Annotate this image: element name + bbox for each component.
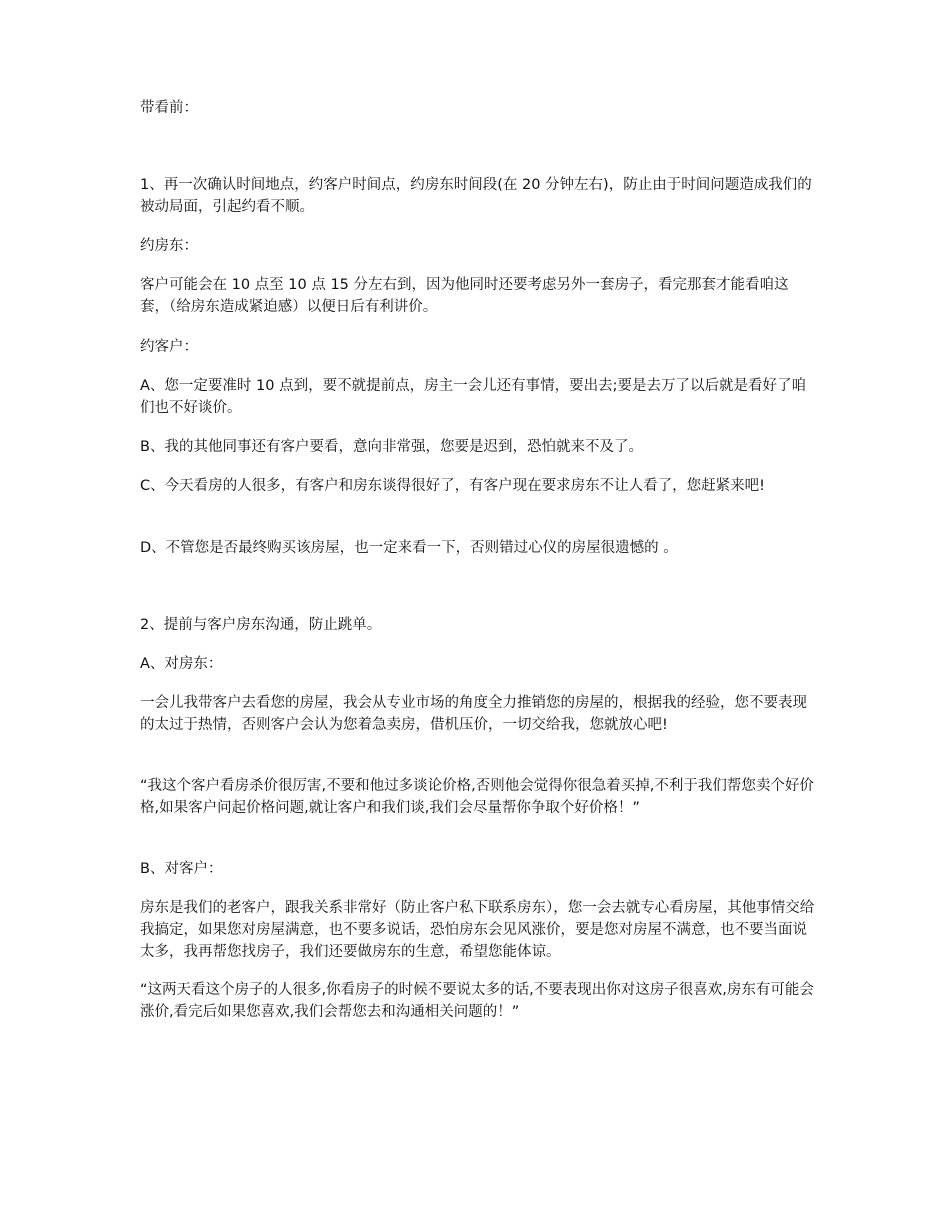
section-2-client-text: 房东是我们的老客户，跟我关系非常好（防止客户私下联系房东），您一会去就专心看房屋，其他事情交给我搞定，如果您对房屋满意，也不要多说话，恐怕房东会见风涨价，要是您对房屋不满意，也不要当面说太多，我再帮您找房子，我们还要做房东的生意，希望您能体谅。 (140, 900, 815, 960)
heading: 带看前： (140, 100, 198, 116)
section-1-landlord-text: 客户可能会在 10 点至 10 点 15 分左右到，因为他同时还要考虑另外一套房子，看完那套才能看咱这套，（给房东造成紧迫感）以便日后有利讲价。 (140, 277, 789, 315)
section-2-title: 2、提前与客户房东沟通，防止跳单。 (140, 617, 382, 633)
section-2-landlord-quote: “我这个客户看房杀价很厉害,不要和他过多谈论价格,否则他会觉得你很急着买掉,不利于我们帮您卖个好价格,如果客户问起价格问题,就让客户和我们谈,我们会尽量帮你争取个好价格！” (140, 778, 814, 816)
section-1-client-item-a: A、您一定要准时 10 点到，要不就提前点，房主一会儿还有事情，要出去;要是去万了以后就是看好了咱们也不好谈价。 (140, 378, 806, 416)
section-1-client-item-d: D、不管您是否最终购买该房屋，也一定来看一下，否则错过心仪的房屋很遗憾的 。 (140, 540, 678, 556)
section-2-client-label: B、对客户： (140, 861, 223, 877)
section-1-client-label: 约客户： (140, 339, 198, 355)
section-1-title: 1、再一次确认时间地点，约客户时间点，约房东时间段(在 20 分钟左右)，防止由于时间问题造成我们的被动局面，引起约看不顺。 (140, 177, 812, 215)
section-2-landlord-text: 一会儿我带客户去看您的房屋，我会从专业市场的角度全力推销您的房屋的，根据我的经验，您不要表现的太过于热情，否则客户会认为您着急卖房，借机压价，一切交给我，您就放心吧! (140, 695, 807, 733)
section-1-client-item-b: B、我的其他同事还有客户要看，意向非常强，您要是迟到，恐怕就来不及了。 (140, 439, 643, 455)
section-1-client-item-c: C、今天看房的人很多，有客户和房东谈得很好了，有客户现在要求房东不让人看了，您赶紧来吧! (140, 478, 765, 494)
section-1-landlord-label: 约房东： (140, 238, 198, 254)
section-2-landlord-label: A、对房东： (140, 656, 223, 672)
section-2-client-quote: “这两天看这个房子的人很多,你看房子的时候不要说太多的话,不要表现出你对这房子很喜欢,房东有可能会涨价,看完后如果您喜欢,我们会帮您去和沟通相关问题的！” (140, 982, 814, 1020)
